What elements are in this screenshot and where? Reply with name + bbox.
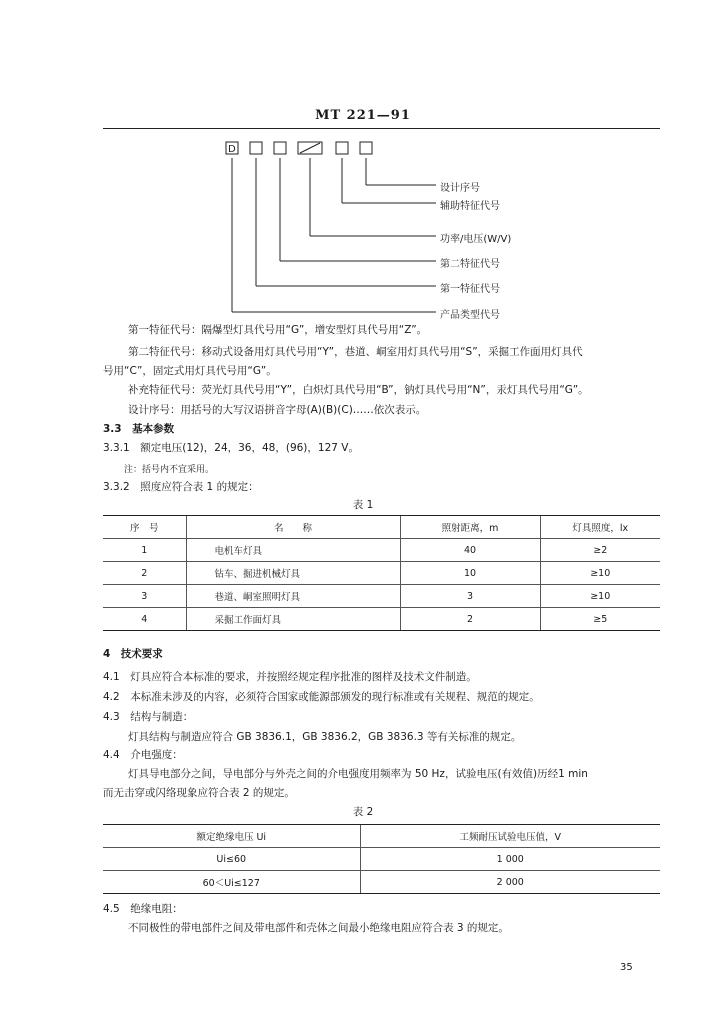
table1-header-cell: 灯具照度，lx — [540, 516, 660, 539]
table-cell: 2 — [103, 562, 186, 585]
table-cell: 电机车灯具 — [186, 539, 400, 562]
table-row — [103, 871, 660, 894]
para-second-feature-2: 号用“C”，固定式用灯具代号用“G”。 — [103, 365, 277, 377]
table1-header-cell: 照射距离，m — [400, 516, 540, 539]
table-cell: 巷道、峒室照明灯具 — [186, 585, 400, 608]
table-cell: 4 — [103, 608, 186, 631]
table-cell: 采掘工作面灯具 — [186, 608, 400, 631]
table-cell: 40 — [400, 539, 540, 562]
code-label-first-feature: 第一特征代号 — [440, 284, 500, 295]
table1-header-row — [103, 516, 660, 539]
table-cell: 钻车、掘进机械灯具 — [186, 562, 400, 585]
code-structure-diagram — [0, 0, 726, 330]
section-4-5: 4.5 绝缘电阻： — [103, 903, 183, 915]
table-cell: 3 — [103, 585, 186, 608]
table-cell: ≥5 — [540, 608, 660, 631]
table-cell: ≥2 — [540, 539, 660, 562]
table2-header-cell: 额定绝缘电压 Ui — [103, 825, 360, 848]
table-row — [103, 562, 660, 585]
code-box-design-seq — [360, 142, 372, 154]
table2-header-row — [103, 825, 660, 848]
table-row — [103, 539, 660, 562]
para-first-feature: 第一特征代号：隔爆型灯具代号用“G”，增安型灯具代号用“Z”。 — [128, 324, 428, 336]
section-4-5-body: 不同极性的带电部件之间及带电部件和壳体之间最小绝缘电阻应符合表 3 的规定。 — [128, 922, 509, 934]
section-4: 4 技术要求 — [103, 648, 163, 660]
table1-caption: 表 1 — [352, 499, 374, 511]
code-label-second-feature: 第二特征代号 — [440, 259, 500, 270]
table-cell: 1 — [103, 539, 186, 562]
section-4-2: 4.2 本标准未涉及的内容，必须符合国家或能源部颁发的现行标准或有关规程、规范的规定。 — [103, 691, 540, 703]
code-box-first-feature — [250, 142, 262, 154]
para-supplementary: 补充特征代号：荧光灯具代号用“Y”，白炽灯具代号用“B”，钠灯具代号用“N”，汞灯具代号用“G”。 — [128, 384, 589, 396]
code-box-second-feature — [274, 142, 286, 154]
table2-caption: 表 2 — [352, 806, 374, 818]
table-cell: 10 — [400, 562, 540, 585]
para-second-feature-1: 第二特征代号：移动式设备用灯具代号用“Y”，巷道、峒室用灯具代号用“S”，采掘工作面用灯具代 — [128, 346, 583, 358]
section-4-1: 4.1 灯具应符合本标准的要求，并按照经规定程序批准的图样及技术文件制造。 — [103, 671, 477, 683]
section-4-4-body-1: 灯具导电部分之间，导电部分与外壳之间的介电强度用频率为 50 Hz，试验电压(有效值)历经1 min — [128, 768, 588, 780]
table-cell: ≥10 — [540, 585, 660, 608]
table-cell: 2 000 — [360, 871, 660, 894]
section-4-3: 4.3 结构与制造： — [103, 711, 194, 723]
table-row — [103, 848, 660, 871]
table1-header-cell: 名 称 — [186, 516, 400, 539]
table-cell: 60＜Ui≤127 — [103, 871, 360, 894]
table2-header-cell: 工频耐压试验电压值，V — [360, 825, 660, 848]
para-design-seq: 设计序号：用括号的大写汉语拼音字母(A)(B)(C)……依次表示。 — [128, 404, 427, 416]
code-label-design-seq: 设计序号 — [440, 183, 480, 194]
table-cell: 2 — [400, 608, 540, 631]
table-cell: 3 — [400, 585, 540, 608]
table-cell: Ui≤60 — [103, 848, 360, 871]
section-4-3-body: 灯具结构与制造应符合 GB 3836.1，GB 3836.2，GB 3836.3 等有关标准的规定。 — [128, 731, 522, 743]
table-row — [103, 585, 660, 608]
table-row — [103, 608, 660, 631]
section-3-3-1: 3.3.1 额定电压(12)，24，36，48，(96)，127 V。 — [103, 442, 359, 454]
table-cell: ≥10 — [540, 562, 660, 585]
section-4-4-body-2: 而无击穿或闪络现象应符合表 2 的规定。 — [103, 787, 295, 799]
table1-header-cell: 序 号 — [103, 516, 186, 539]
code-box-aux-feature — [336, 142, 348, 154]
section-4-4: 4.4 介电强度： — [103, 749, 183, 761]
page-header: MT 221—91 — [315, 108, 411, 123]
code-slash — [300, 143, 320, 153]
code-label-aux-feature: 辅助特征代号 — [440, 201, 500, 212]
code-box-d-letter: D — [228, 144, 236, 155]
table-2 — [103, 824, 660, 894]
code-label-power-voltage: 功率/电压(W/V) — [440, 234, 512, 245]
table-1 — [103, 515, 660, 631]
note-brackets: 注：括号内不宜采用。 — [124, 465, 215, 475]
section-3-3-2: 3.3.2 照度应符合表 1 的规定： — [103, 481, 259, 493]
code-label-product-type: 产品类型代号 — [440, 310, 500, 321]
table-cell: 1 000 — [360, 848, 660, 871]
page-number: 35 — [620, 962, 633, 973]
section-3-3: 3.3 基本参数 — [103, 423, 175, 435]
